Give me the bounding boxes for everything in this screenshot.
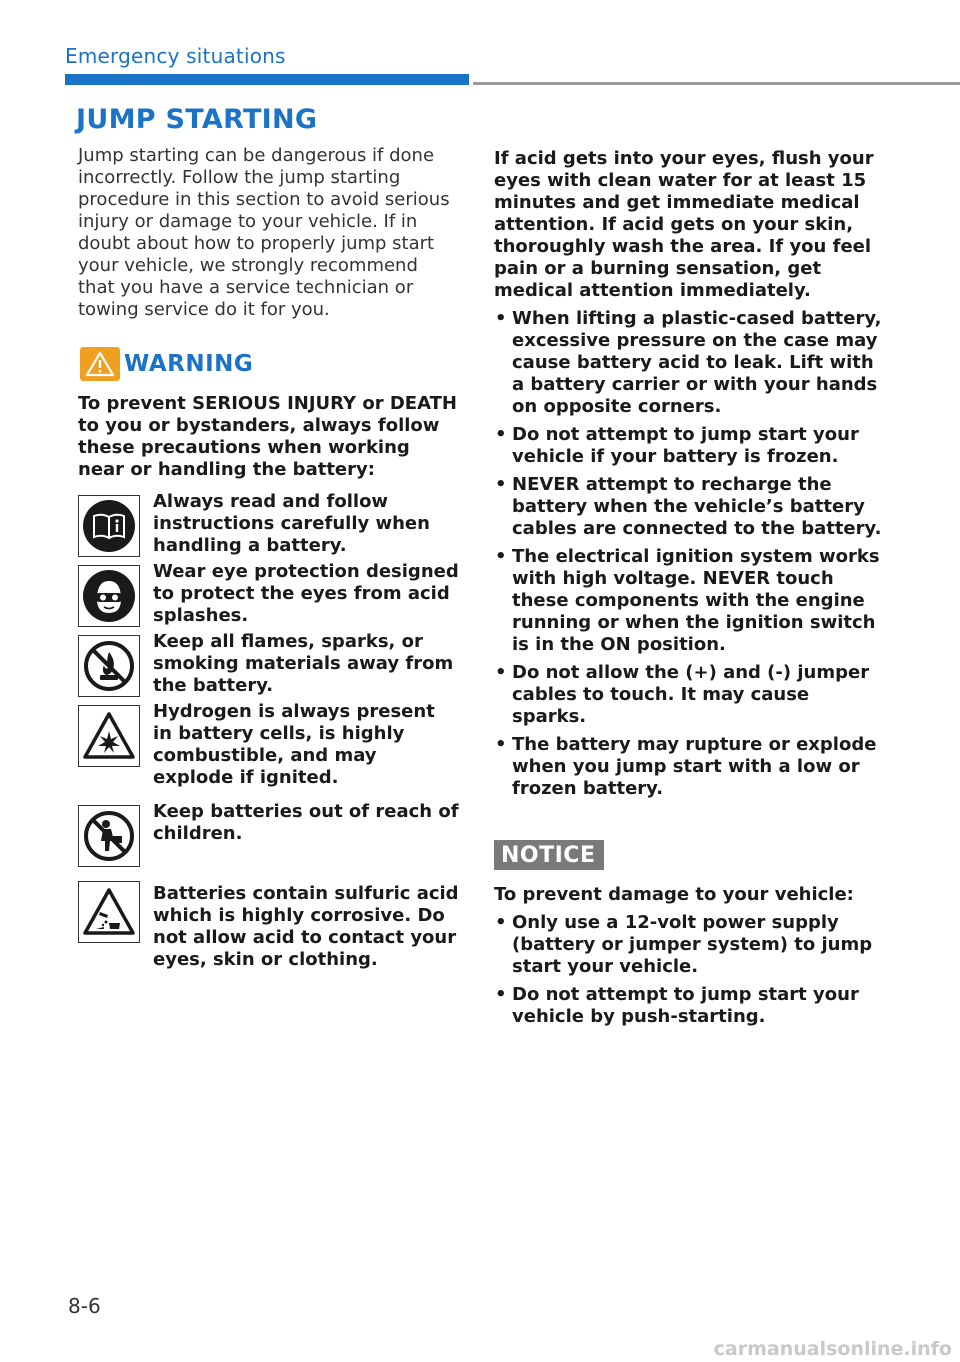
list-item: • Do not attempt to jump start your vehicle if your battery is frozen. xyxy=(494,424,884,468)
warning-item-text: Keep all flames, sparks, or smoking materials away from the battery. xyxy=(153,631,454,696)
no-flames-icon xyxy=(78,635,140,697)
eye-protection-icon xyxy=(78,565,140,627)
warning-item xyxy=(78,491,460,557)
right-column xyxy=(494,148,884,1028)
warning-item-text: Hydrogen is always present in battery cells, is highly combustible, and may explode if ignited. xyxy=(153,701,435,788)
section-header: Emergency situations xyxy=(65,44,286,68)
keep-away-children-icon xyxy=(78,805,140,867)
intro-paragraph: Jump starting can be dangerous if done incorrectly. Follow the jump starting procedure in this section to avoid serious injury or damage to your vehicle. If in doubt about how to properly jump start your vehicle, we strongly recommend that you have a service technician or towing service do it for you. xyxy=(78,145,450,320)
warning-item xyxy=(78,701,460,789)
list-item: • NEVER attempt to recharge the battery when the vehicle’s battery cables are connected to the battery. xyxy=(494,474,884,540)
warning-item-text: Always read and follow instructions carefully when handling a battery. xyxy=(153,491,430,556)
list-item: • The electrical ignition system works with high voltage. NEVER touch these components with the engine running or when the ignition switch is in the ON position. xyxy=(494,546,884,656)
acid-paragraph: If acid gets into your eyes, flush your eyes with clean water for at least 15 minutes and get immediate medical attention. If acid gets on your skin, thoroughly wash the area. If you feel pain or a burning sensation, get medical attention immediately. xyxy=(494,148,874,301)
corrosive-acid-icon xyxy=(78,881,140,943)
notice-label: NOTICE xyxy=(494,840,604,870)
list-item: • Do not attempt to jump start your vehicle by push-starting. xyxy=(494,984,884,1028)
watermark: carmanualsonline.info xyxy=(713,1338,952,1360)
list-item: • The battery may rupture or explode when you jump start with a low or frozen battery. xyxy=(494,734,884,800)
page-number: 8-6 xyxy=(68,1294,101,1318)
list-item: • When lifting a plastic-cased battery, excessive pressure on the case may cause battery acid to leak. Lift with a battery carrier or with your hands on opposite corners. xyxy=(494,308,884,418)
header-rule xyxy=(473,82,960,85)
warning-header xyxy=(78,347,460,381)
warning-label: WARNING xyxy=(124,351,254,377)
page-title: JUMP STARTING xyxy=(76,104,318,135)
read-manual-icon xyxy=(78,495,140,557)
notice-bullets xyxy=(494,912,884,1028)
list-item: • Only use a 12-volt power supply (battery or jumper system) to jump start your vehicle. xyxy=(494,912,884,978)
warning-item-text: Batteries contain sulfuric acid which is highly corrosive. Do not allow acid to contact your eyes, skin or clothing. xyxy=(153,883,459,970)
warning-triangle-icon xyxy=(80,347,120,381)
warning-item-text: Wear eye protection designed to protect the eyes from acid splashes. xyxy=(153,561,459,626)
left-column xyxy=(78,104,460,971)
warning-item xyxy=(78,631,460,697)
warning-intro: To prevent SERIOUS INJURY or DEATH to you or bystanders, always follow these precautions when working near or handling the battery: xyxy=(78,393,457,480)
warning-item-text: Keep batteries out of reach of children. xyxy=(153,801,459,844)
warning-item xyxy=(78,801,460,867)
list-item: • Do not allow the (+) and (-) jumper cables to touch. It may cause sparks. xyxy=(494,662,884,728)
warning-item xyxy=(78,881,460,971)
notice-intro: To prevent damage to your vehicle: xyxy=(494,884,854,905)
warning-item xyxy=(78,561,460,627)
header-rule-accent xyxy=(65,74,469,85)
explosion-hazard-icon xyxy=(78,705,140,767)
warning-bullets xyxy=(494,308,884,800)
